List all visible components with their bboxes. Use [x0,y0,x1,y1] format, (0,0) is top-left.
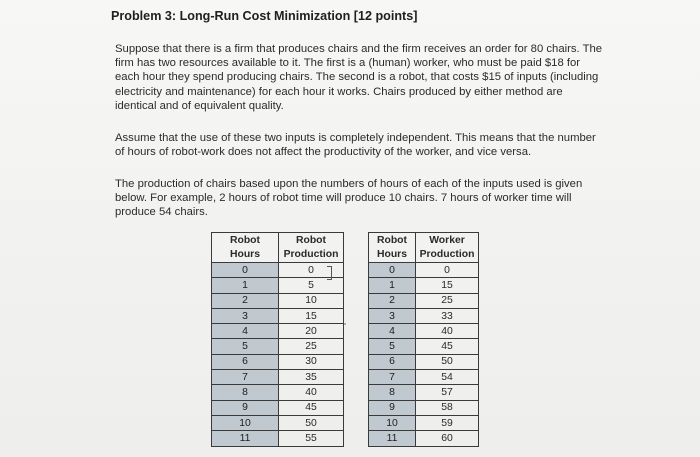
paragraph-line: below. For example, 2 hours of robot time will produce 10 chairs. 7 hours of worker time will [115,192,572,205]
robot-hours-header [369,233,416,263]
production-cell: 15 [416,278,479,293]
text-cursor-mark [327,266,332,280]
robot-production-header [279,233,344,263]
production-cell: 50 [279,415,344,430]
paragraph-line: Suppose that there is a firm that produces chairs and the firm receives an order for 80 chairs. The [115,43,603,55]
table-row [212,278,344,293]
hours-cell: 5 [369,339,416,354]
table-row [212,400,344,415]
production-cell: 45 [416,339,479,354]
hours-cell: 4 [369,324,416,339]
header-line: Hours [376,248,408,260]
table-row [369,324,479,339]
production-cell: 0 [416,263,479,278]
hours-cell: 0 [212,263,279,278]
production-cell: 15 [279,308,344,323]
robot-production-table [211,232,344,447]
production-cell: 55 [279,431,344,446]
table-row [369,431,479,446]
header-line: Hours [229,248,261,260]
header-line: Production [419,248,475,260]
paragraph-line: Assume that the use of these two inputs is completely independent. This means that the number [115,132,596,144]
header-line: Robot [376,235,407,246]
header-line: Robot [295,235,326,246]
header-line: Robot [229,235,260,246]
production-cell: 54 [416,370,479,385]
table-row [369,278,479,293]
production-cell: 5 [279,278,344,293]
table-header-row [369,233,479,263]
paragraph-line: each hour they spend producing chairs. The second is a robot, that costs $15 of inputs (including [115,71,599,84]
hours-cell: 1 [369,278,416,293]
production-cell: 40 [416,324,479,339]
hours-cell: 10 [369,415,416,430]
hours-cell: 6 [212,354,279,369]
table-row [212,370,344,385]
production-cell: 57 [416,385,479,400]
paragraph-line: The production of chairs based upon the numbers of hours of each of the inputs used is given [115,178,583,190]
production-cell: 50 [416,354,479,369]
hours-cell: 10 [212,415,279,430]
table-row [212,431,344,446]
production-cell: 59 [416,415,479,430]
hours-cell: 5 [212,339,279,354]
table-row [369,370,479,385]
hours-cell: 8 [369,385,416,400]
table-row [369,415,479,430]
paragraph-order-description [115,42,602,113]
hours-cell: 11 [369,431,416,446]
table-row [212,385,344,400]
table-row [212,263,344,278]
table-row [369,385,479,400]
robot-hours-header [212,233,279,263]
hours-cell: 2 [369,293,416,308]
hours-cell: 3 [212,308,279,323]
table-row [212,324,344,339]
table-row [369,293,479,308]
production-cell: 40 [279,385,344,400]
header-line: Worker [429,235,465,246]
production-cell: 20 [279,324,344,339]
table-row [212,354,344,369]
paragraph-independence [115,131,596,159]
table-row [212,308,344,323]
hours-cell: 1 [212,278,279,293]
table-row [212,293,344,308]
hours-cell: 8 [212,385,279,400]
table-row [369,354,479,369]
production-cell: 45 [279,400,344,415]
production-cell: 25 [279,339,344,354]
header-line: Production [283,248,339,260]
production-cell: 33 [416,308,479,323]
hours-cell: 7 [369,370,416,385]
production-cell: 35 [279,370,344,385]
paragraph-line: firm has two resources available to it. The first is a (human) worker, who must be paid $18 for [115,57,581,70]
table-row [369,339,479,354]
hours-cell: 9 [369,400,416,415]
table-row [369,263,479,278]
hours-cell: 0 [369,263,416,278]
table-row [212,339,344,354]
paragraph-production [115,177,582,220]
table-row [212,415,344,430]
production-cell: 0 [279,263,344,278]
hours-cell: 7 [212,370,279,385]
hours-cell: 6 [369,354,416,369]
production-cell: 30 [279,354,344,369]
hours-cell: 11 [212,431,279,446]
worker-production-header [416,233,479,263]
production-cell: 58 [416,400,479,415]
paragraph-line: produce 54 chairs. [115,206,208,219]
stray-dot [344,323,346,325]
production-cell: 10 [279,293,344,308]
paragraph-line: identical and of equivalent quality. [115,99,284,112]
paragraph-line: electricity and maintenance) for each hour it works. Chairs produced by either method are [115,85,563,98]
table-row [369,400,479,415]
paragraph-line: of hours of robot-work does not affect the productivity of the worker, and vice versa. [115,146,532,159]
production-cell: 25 [416,293,479,308]
hours-cell: 3 [369,308,416,323]
production-cell: 60 [416,431,479,446]
table-header-row [212,233,344,263]
problem-title: Problem 3: Long-Run Cost Minimization [12 points] [111,9,418,23]
hours-cell: 9 [212,400,279,415]
hours-cell: 2 [212,293,279,308]
table-row [369,308,479,323]
worker-production-table [368,232,479,447]
hours-cell: 4 [212,324,279,339]
